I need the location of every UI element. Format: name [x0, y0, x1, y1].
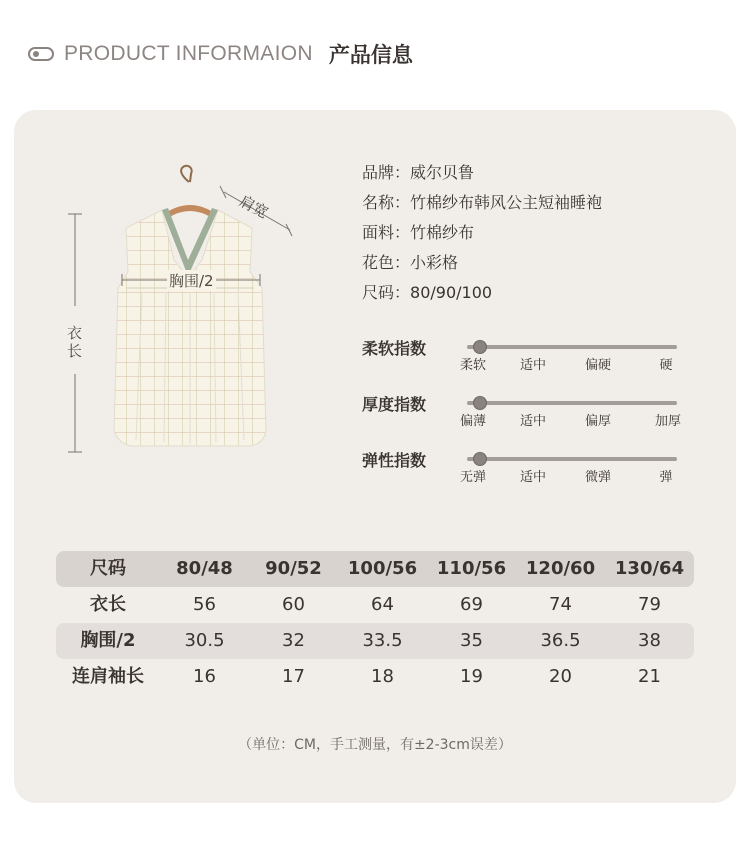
product-info [362, 158, 602, 308]
table-header-cell: 80/48 [176, 558, 233, 579]
dress-image [14, 110, 344, 490]
info-pattern: 花色： 小彩格 [362, 253, 459, 272]
length-label-1: 衣 [67, 324, 83, 342]
table-header-row [56, 551, 694, 587]
chest-label: 胸围/2 [169, 272, 214, 290]
table-header-cell: 110/56 [436, 558, 507, 579]
length-label-2: 长 [67, 342, 83, 360]
info-name: 名称： 竹棉纱布韩风公主短袖睡袍 [362, 193, 603, 212]
softness-label-3: 偏硬 [584, 358, 611, 373]
table-cell: 74 [549, 594, 572, 615]
table-cell: 33.5 [362, 630, 403, 651]
table-cell: 30.5 [184, 630, 225, 651]
toggle-icon [28, 47, 54, 61]
info-size: 尺码： 80/90/100 [362, 283, 493, 302]
header-english: PRODUCT INFORMAION [64, 42, 313, 65]
table-header-cell: 120/60 [525, 558, 596, 579]
thickness-label-4: 加厚 [654, 414, 681, 429]
table-cell: 32 [282, 630, 305, 651]
section-header [28, 36, 413, 72]
elasticity-knob [473, 452, 487, 466]
thickness-label-1: 偏薄 [459, 414, 486, 429]
softness-scale [362, 338, 692, 388]
table-cell: 38 [638, 630, 661, 651]
info-fabric: 面料： 竹棉纱布 [362, 223, 475, 242]
table-cell: 21 [638, 666, 661, 687]
softness-knob [473, 340, 487, 354]
softness-bar [467, 345, 677, 349]
table-cell: 64 [371, 594, 394, 615]
shoulder-label: 肩宽 [236, 191, 272, 222]
table-cell: 19 [460, 666, 483, 687]
thickness-label-2: 适中 [519, 414, 546, 429]
table-header-cell: 130/64 [614, 558, 685, 579]
elasticity-bar [467, 457, 677, 461]
elasticity-label-4: 弹 [659, 470, 673, 485]
thickness-bar [467, 401, 677, 405]
table-cell: 69 [460, 594, 483, 615]
dress-illustration [14, 110, 344, 490]
table-cell: 18 [371, 666, 394, 687]
elasticity-title: 弹性指数 [362, 451, 427, 470]
product-card [14, 110, 736, 803]
thickness-scale [362, 394, 692, 444]
elasticity-label-2: 适中 [519, 470, 546, 485]
table-cell: 60 [282, 594, 305, 615]
elasticity-label-3: 微弹 [584, 470, 611, 485]
info-brand: 品牌： 威尔贝鲁 [362, 163, 475, 182]
size-table [56, 551, 694, 695]
table-header-cell: 100/56 [347, 558, 418, 579]
table-cell: 35 [460, 630, 483, 651]
header-chinese: 产品信息 [328, 43, 413, 67]
table-row-header: 衣长 [90, 594, 126, 615]
elasticity-label-1: 无弹 [459, 470, 486, 485]
thickness-title: 厚度指数 [362, 395, 427, 414]
table-header-cell: 90/52 [265, 558, 322, 579]
table-header-cell: 尺码 [90, 558, 126, 579]
table-cell: 56 [193, 594, 216, 615]
table-row [56, 587, 694, 623]
table-cell: 36.5 [540, 630, 581, 651]
thickness-knob [473, 396, 487, 410]
table-cell: 17 [282, 666, 305, 687]
table-cell: 16 [193, 666, 216, 687]
table-row [56, 659, 694, 695]
softness-title: 柔软指数 [362, 339, 427, 358]
measurement-note: （单位：CM，手工测量，有±2-3cm误差） [238, 737, 512, 753]
table-cell: 79 [638, 594, 661, 615]
table-row-header: 连肩袖长 [72, 666, 144, 687]
softness-label-4: 硬 [659, 358, 673, 373]
table-cell: 20 [549, 666, 572, 687]
thickness-label-3: 偏厚 [584, 414, 611, 429]
softness-label-1: 柔软 [459, 358, 486, 373]
table-row-header: 胸围/2 [80, 630, 136, 651]
softness-label-2: 适中 [519, 358, 546, 373]
elasticity-scale [362, 450, 692, 500]
table-row [56, 623, 694, 659]
